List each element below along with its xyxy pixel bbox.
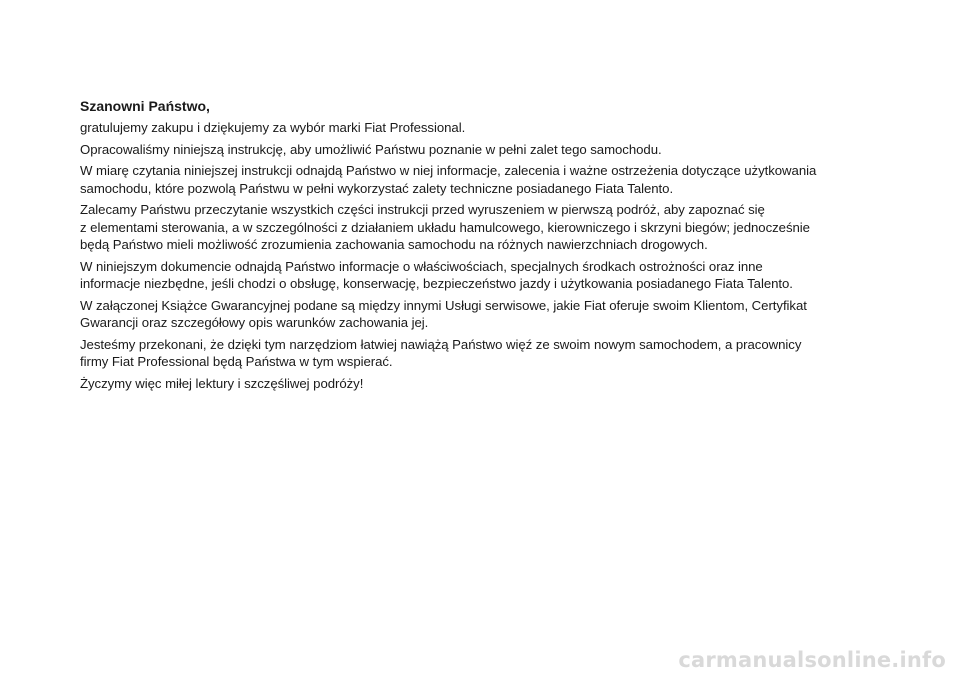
paragraph-2 — [80, 141, 880, 159]
paragraph-line: W załączonej Książce Gwarancyjnej podane są między innymi Usługi serwisowe, jakie Fiat oferuje swoim Klientom, Certyfikat — [80, 297, 807, 313]
paragraph-1 — [80, 119, 880, 137]
paragraph-line: W miarę czytania niniejszej instrukcji odnajdą Państwo w niej informacje, zalecenia i ważne ostrzeżenia dotyczące użytkowania — [80, 163, 817, 178]
paragraph-line: samochodu, które pozwolą Państwu w pełni wykorzystać zalety techniczne posiadanego Fiata Talento. — [80, 180, 674, 196]
paragraph-8 — [80, 375, 880, 393]
paragraph-line: Gwarancji oraz szczegółowy opis warunków zachowania jej. — [80, 315, 429, 330]
paragraph-7 — [80, 336, 880, 371]
paragraph-3 — [80, 162, 880, 197]
paragraph-line: z elementami sterowania, a w szczególności z działaniem układu hamulcowego, kierowniczego i skrzyni biegów; jednocześnie — [80, 219, 810, 235]
watermark-link[interactable]: carmanualsonline.info — [678, 648, 946, 672]
paragraph-line: Zalecamy Państwu przeczytanie wszystkich części instrukcji przed wyruszeniem w pierwszą podróż, aby zapoznać się — [80, 202, 765, 217]
paragraph-4 — [80, 201, 880, 254]
paragraph-5 — [80, 258, 880, 293]
paragraph-line: Opracowaliśmy niniejszą instrukcję, aby umożliwić Państwu poznanie w pełni zalet tego samochodu. — [80, 141, 662, 157]
paragraph-line: gratulujemy zakupu i dziękujemy za wybór marki Fiat Professional. — [80, 120, 466, 135]
document-body — [80, 97, 880, 396]
paragraph-line: Jesteśmy przekonani, że dzięki tym narzędziom łatwiej nawiążą Państwo więź ze swoim nowym samochodem, a pracownicy — [80, 336, 802, 352]
paragraph-line: Życzymy więc miłej lektury i szczęśliwej podróży! — [80, 375, 364, 391]
paragraph-6 — [80, 297, 880, 332]
greeting-heading: Szanowni Państwo, — [80, 98, 210, 114]
paragraph-line: firmy Fiat Professional będą Państwa w tym wspierać. — [80, 354, 393, 369]
paragraph-line: będą Państwo mieli możliwość zrozumienia zachowania samochodu na różnych nawierzchniach drogowych. — [80, 237, 708, 252]
paragraph-line: informacje niezbędne, jeśli chodzi o obsługę, konserwację, bezpieczeństwo jazdy i użytkowania posiadanego Fiata Talento. — [80, 276, 793, 291]
paragraph-line: W niniejszym dokumencie odnajdą Państwo informacje o właściwościach, specjalnych środkach ostrożności oraz inne — [80, 258, 763, 274]
